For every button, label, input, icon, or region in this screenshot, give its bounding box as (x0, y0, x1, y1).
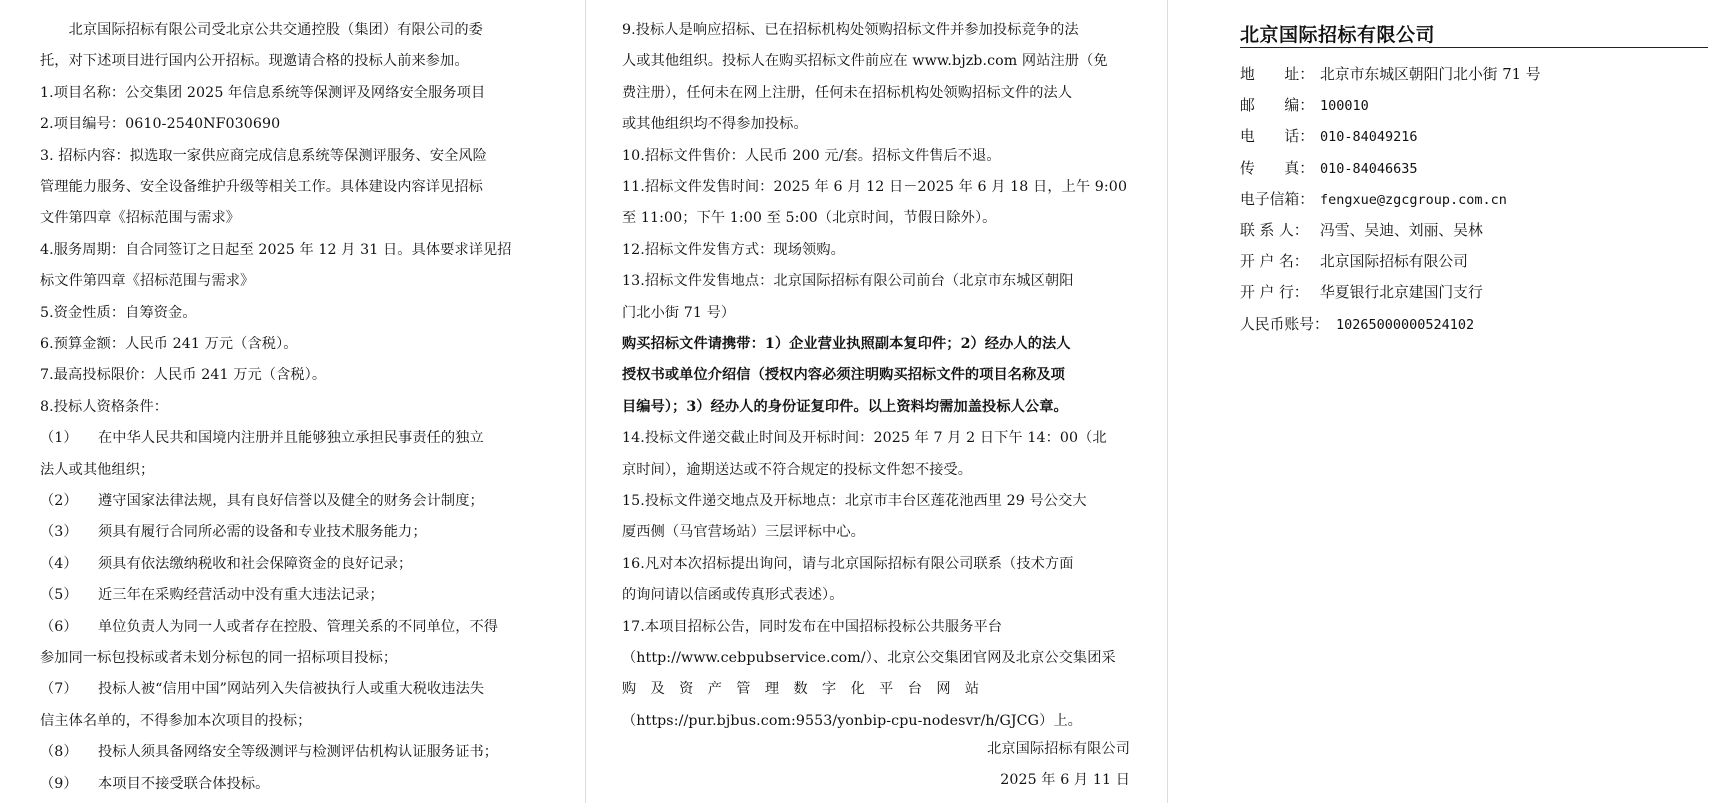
qualification-item (40, 522, 427, 542)
contact-value: 010-84049216 (1320, 129, 1418, 146)
item-text: 须具有履行合同所必需的设备和专业技术服务能力； (98, 524, 427, 541)
paragraph-line: 标文件第四章《招标范围与需求》 (40, 273, 255, 290)
qualification-item (40, 679, 484, 699)
qualification-item (40, 491, 484, 511)
signature-company: 北京国际招标有限公司 (987, 741, 1130, 757)
contact-label: 地 址： (1240, 66, 1314, 83)
paragraph-line: 管理能力服务、安全设备维护升级等相关工作。具体建设内容详见招标 (40, 179, 483, 195)
paragraph-line: 6.预算金额：人民币 241 万元（含税）。 (40, 336, 298, 352)
item-number: （4） (40, 555, 78, 572)
item-number: （1） (40, 430, 78, 447)
title-underline (1240, 47, 1708, 48)
contact-row (1240, 126, 1418, 148)
paragraph-line: 文件第四章《招标范围与需求》 (40, 210, 241, 227)
qualification-item-continued (40, 648, 397, 668)
item-text: 本项目不接受联合体投标。 (98, 775, 270, 792)
paragraph-line: 或其他组织均不得参加投标。 (622, 116, 808, 133)
paragraph-line: 10.招标文件售价：人民币 200 元/套。招标文件售后不退。 (622, 147, 1001, 164)
item-number: （6） (40, 618, 78, 635)
paragraph-line: 费注册），任何未在网上注册，任何未在招标机构处领购招标文件的法人 (622, 84, 1073, 101)
paragraph-line: 17.本项目招标公告，同时发布在中国招标投标公共服务平台 (622, 618, 1003, 635)
paragraph-line: 3. 招标内容：拟选取一家供应商完成信息系统等保测评服务、安全风险 (40, 147, 487, 164)
contact-company-title: 北京国际招标有限公司 (1240, 24, 1436, 46)
contact-value: 10265000000524102 (1336, 316, 1475, 333)
paragraph-line: 8.投标人资格条件： (40, 398, 169, 415)
item-number: （7） (40, 681, 78, 698)
item-text: 须具有依法缴纳税收和社会保障资金的良好记录； (98, 555, 413, 572)
contact-row (1240, 64, 1541, 86)
required-documents-line: 目编号）；3）经办人的身份证复印件。以上资料均需加盖投标人公章。 (622, 398, 1068, 415)
contact-label: 人民币账号： (1240, 315, 1329, 333)
contact-row (1240, 189, 1507, 211)
paragraph-line: 人或其他组织。投标人在购买招标文件前应在 www.bjzb.com 网站注册（免 (622, 53, 1108, 70)
signature-date: 2025 年 6 月 11 日 (1000, 772, 1130, 788)
paragraph-line: 北京国际招标有限公司受北京公共交通控股（集团）有限公司的委 (40, 22, 483, 38)
paragraph-line: 托，对下述项目进行国内公开招标。现邀请合格的投标人前来参加。 (40, 53, 469, 70)
paragraph-line: 7.最高投标限价：人民币 241 万元（含税）。 (40, 367, 327, 384)
paragraph-line: 11.招标文件发售时间：2025 年 6 月 12 日－2025 年 6 月 18 日，上午 9:00 (622, 179, 1128, 195)
item-number: （8） (40, 744, 78, 761)
required-documents-line: 授权书或单位介绍信（授权内容必须注明购买招标文件的项目名称及项 (622, 367, 1065, 384)
contact-value: 华夏银行北京建国门支行 (1320, 284, 1483, 302)
paragraph-line: 2.项目编号：0610-2540NF030690 (40, 116, 281, 133)
contact-row (1240, 282, 1483, 304)
qualification-item (40, 585, 384, 605)
contact-value: 北京市东城区朝阳门北小街 71 号 (1320, 66, 1541, 83)
qualification-item (40, 742, 498, 762)
item-number: （3） (40, 524, 78, 541)
qualification-item (40, 428, 484, 448)
contact-label: 传 真： (1240, 159, 1314, 177)
contact-label: 邮 编： (1240, 97, 1314, 115)
qualification-item (40, 554, 412, 574)
paragraph-line: （http://www.cebpubservice.com/）、北京公交集团官网及北京公交集团采 (622, 650, 1116, 666)
contact-value: 冯雪、吴迪、刘丽、吴林 (1320, 222, 1483, 239)
paragraph-line: 1.项目名称：公交集团 2025 年信息系统等保测评及网络安全服务项目 (40, 84, 486, 101)
item-text: 单位负责人为同一人或者存在控股、管理关系的不同单位，不得 (98, 618, 499, 635)
contact-row (1240, 220, 1483, 242)
paragraph-line: 门北小街 71 号） (622, 304, 736, 321)
item-text: 近三年在采购经营活动中没有重大违法记录； (98, 587, 384, 604)
item-text: 遵守国家法律法规，具有良好信誉以及健全的财务会计制度； (98, 493, 484, 509)
paragraph-line: 厦西侧（马官营场站）三层评标中心。 (622, 524, 865, 541)
paragraph-line: 的询问请以信函或传真形式表述）。 (622, 587, 844, 604)
column-divider-1 (585, 0, 586, 803)
qualification-item-continued (40, 711, 311, 731)
paragraph-line: 14.投标文件递交截止时间及开标时间：2025 年 7 月 2 日下午 14：00（北 (622, 430, 1107, 447)
contact-label: 联 系 人： (1240, 222, 1309, 239)
item-number: （5） (40, 587, 78, 604)
contact-row (1240, 314, 1474, 336)
paragraph-line: 16.凡对本次招标提出询问，请与北京国际招标有限公司联系（技术方面 (622, 555, 1074, 572)
contact-value: 010-84046635 (1320, 160, 1418, 177)
paragraph-line: 至 11:00；下午 1:00 至 5:00（北京时间，节假日除外）。 (622, 210, 997, 227)
item-text: 法人或其他组织； (40, 461, 155, 478)
qualification-item (40, 617, 498, 637)
contact-value: 北京国际招标有限公司 (1320, 253, 1468, 271)
contact-row (1240, 251, 1468, 273)
contact-value[interactable]: fengxue@zgcgroup.com.cn (1320, 191, 1507, 208)
item-number: （9） (40, 775, 78, 792)
item-text: 参加同一标包投标或者未划分标包的同一招标项目投标； (40, 650, 398, 666)
contact-label: 电子信箱： (1240, 190, 1314, 208)
contact-row (1240, 158, 1418, 180)
contact-label: 开 户 行： (1240, 284, 1309, 302)
contact-row (1240, 95, 1369, 117)
paragraph-line: 13.招标文件发售地点：北京国际招标有限公司前台（北京市东城区朝阳 (622, 273, 1074, 290)
paragraph-line: 15.投标文件递交地点及开标地点：北京市丰台区莲花池西里 29 号公交大 (622, 493, 1087, 509)
paragraph-line: 12.招标文件发售方式：现场领购。 (622, 241, 845, 258)
paragraph-line: （https://pur.bjbus.com:9553/yonbip-cpu-nodesvr/h/GJCG）上。 (622, 712, 1082, 729)
qualification-item (40, 774, 269, 794)
required-documents-line: 购买招标文件请携带：1）企业营业执照副本复印件；2）经办人的法人 (622, 336, 1071, 352)
item-number: （2） (40, 493, 78, 509)
contact-label: 电 话： (1240, 128, 1314, 146)
contact-label: 开 户 名： (1240, 253, 1309, 271)
item-text: 投标人须具备网络安全等级测评与检测评估机构认证服务证书； (98, 744, 499, 761)
paragraph-line: 9.投标人是响应招标、已在招标机构处领购招标文件并参加投标竞争的法 (622, 22, 1079, 38)
qualification-item-continued (40, 460, 154, 480)
contact-value: 100010 (1320, 98, 1369, 115)
paragraph-line: 京时间），逾期送达或不符合规定的投标文件恕不接受。 (622, 461, 973, 478)
paragraph-line: 5.资金性质：自筹资金。 (40, 304, 197, 321)
item-text: 信主体名单的，不得参加本次项目的投标； (40, 712, 312, 729)
item-text: 投标人被“信用中国”网站列入失信被执行人或重大税收违法失 (98, 681, 485, 698)
paragraph-line: 4.服务周期：自合同签订之日起至 2025 年 12 月 31 日。具体要求详见招 (40, 241, 512, 258)
paragraph-line: 购 及 资 产 管 理 数 字 化 平 台 网 站 (622, 681, 980, 698)
column-divider-2 (1167, 0, 1168, 803)
item-text: 在中华人民共和国境内注册并且能够独立承担民事责任的独立 (98, 430, 484, 447)
